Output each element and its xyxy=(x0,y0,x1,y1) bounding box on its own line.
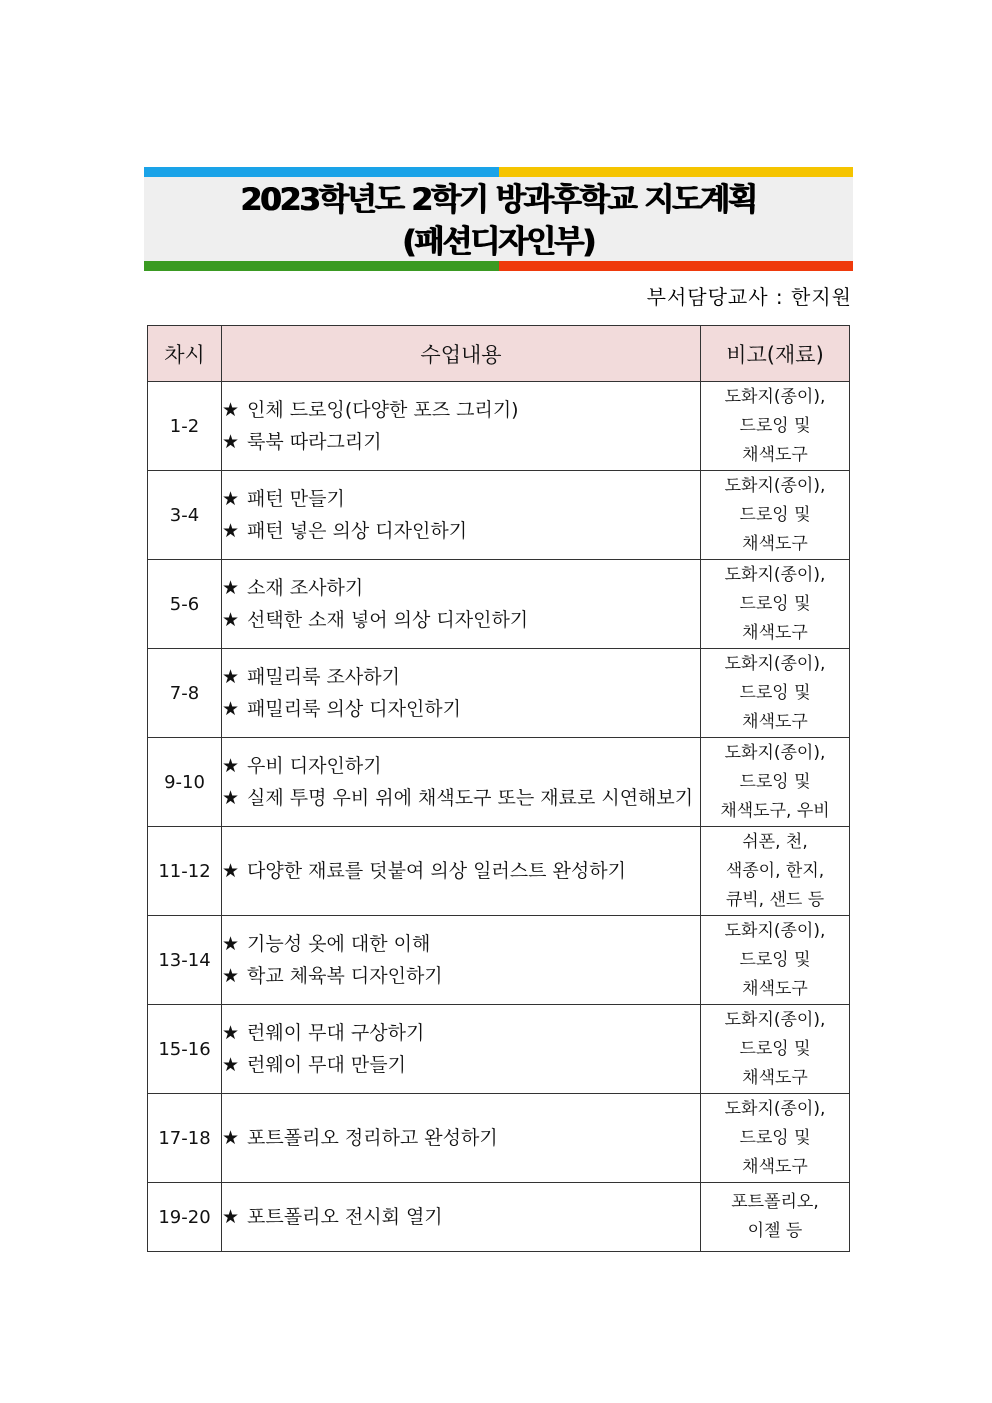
content-item xyxy=(222,750,700,782)
note-line: 도화지(종이), xyxy=(724,653,826,674)
note-line: 드로잉 및 xyxy=(739,1038,811,1059)
note-line: 도화지(종이), xyxy=(724,920,826,941)
content-text: 선택한 소재 넣어 의상 디자인하기 xyxy=(247,609,529,631)
star-icon: ★ xyxy=(222,755,240,777)
content-item xyxy=(222,426,700,458)
content-text: 런웨이 무대 구상하기 xyxy=(247,1022,425,1044)
note-cell xyxy=(701,1005,850,1094)
table-row xyxy=(148,560,850,649)
column-header-session: 차시 xyxy=(148,326,222,382)
session-cell: 9-10 xyxy=(148,738,222,827)
content-item xyxy=(222,1049,700,1081)
teacher-label: 부서담당교사 : 한지원 xyxy=(646,285,852,309)
banner-bar-top-left xyxy=(144,167,499,177)
content-item xyxy=(222,604,700,636)
content-item xyxy=(222,928,700,960)
content-cell xyxy=(222,560,701,649)
note-line: 큐빅, 샌드 등 xyxy=(725,889,825,910)
table-body xyxy=(148,382,850,1252)
content-item xyxy=(222,1122,700,1154)
table-row xyxy=(148,916,850,1005)
content-cell xyxy=(222,738,701,827)
content-item xyxy=(222,661,700,693)
note-cell xyxy=(701,827,850,916)
note-line: 채색도구 xyxy=(742,444,808,465)
content-cell xyxy=(222,382,701,471)
star-icon: ★ xyxy=(222,666,240,688)
note-line: 도화지(종이), xyxy=(724,386,826,407)
content-cell xyxy=(222,1005,701,1094)
content-text: 런웨이 무대 만들기 xyxy=(247,1054,406,1076)
star-icon: ★ xyxy=(222,1127,240,1149)
table-row xyxy=(148,1183,850,1252)
note-line: 채색도구, 우비 xyxy=(720,800,830,821)
note-cell xyxy=(701,1183,850,1252)
content-cell xyxy=(222,916,701,1005)
note-line: 도화지(종이), xyxy=(724,1098,826,1119)
note-cell xyxy=(701,1094,850,1183)
table-row xyxy=(148,649,850,738)
session-cell: 11-12 xyxy=(148,827,222,916)
content-text: 포트폴리오 전시회 열기 xyxy=(247,1206,443,1228)
star-icon: ★ xyxy=(222,520,240,542)
content-cell xyxy=(222,1094,701,1183)
plan-table xyxy=(147,325,850,1252)
note-line: 색종이, 한지, xyxy=(725,860,825,881)
content-cell xyxy=(222,1183,701,1252)
note-line: 포트폴리오, xyxy=(731,1192,819,1212)
star-icon: ★ xyxy=(222,609,240,631)
content-item xyxy=(222,782,700,814)
session-cell: 17-18 xyxy=(148,1094,222,1183)
session-cell: 19-20 xyxy=(148,1183,222,1252)
note-line: 도화지(종이), xyxy=(724,564,826,585)
table-row xyxy=(148,382,850,471)
content-text: 패밀리룩 조사하기 xyxy=(247,666,400,688)
note-cell xyxy=(701,649,850,738)
table-row xyxy=(148,471,850,560)
content-text: 인체 드로잉(다양한 포즈 그리기) xyxy=(247,399,519,421)
note-cell xyxy=(701,471,850,560)
note-line: 드로잉 및 xyxy=(739,593,811,614)
star-icon: ★ xyxy=(222,431,240,453)
title-line-1: 2023학년도 2학기 방과후학교 지도계획 xyxy=(240,182,757,218)
table-row xyxy=(148,738,850,827)
content-text: 다양한 재료를 덧붙여 의상 일러스트 완성하기 xyxy=(247,860,626,882)
content-text: 룩북 따라그리기 xyxy=(247,431,382,453)
note-line: 채색도구 xyxy=(742,1067,808,1088)
session-cell: 7-8 xyxy=(148,649,222,738)
title-line-2: (패션디자인부) xyxy=(402,224,595,260)
table-row xyxy=(148,1094,850,1183)
note-cell xyxy=(701,560,850,649)
session-cell: 5-6 xyxy=(148,560,222,649)
note-cell xyxy=(701,738,850,827)
content-item xyxy=(222,483,700,515)
note-line: 채색도구 xyxy=(742,1156,808,1177)
content-text: 패밀리룩 의상 디자인하기 xyxy=(247,698,462,720)
star-icon: ★ xyxy=(222,399,240,421)
star-icon: ★ xyxy=(222,965,240,987)
session-cell: 1-2 xyxy=(148,382,222,471)
content-item xyxy=(222,1017,700,1049)
title-banner xyxy=(144,167,853,271)
content-text: 학교 체육복 디자인하기 xyxy=(247,965,443,987)
star-icon: ★ xyxy=(222,1022,240,1044)
content-text: 소재 조사하기 xyxy=(247,577,364,599)
content-cell xyxy=(222,471,701,560)
note-cell xyxy=(701,382,850,471)
note-line: 도화지(종이), xyxy=(724,1009,826,1030)
star-icon: ★ xyxy=(222,577,240,599)
star-icon: ★ xyxy=(222,860,240,882)
note-line: 드로잉 및 xyxy=(739,504,811,525)
content-text: 패턴 넣은 의상 디자인하기 xyxy=(247,520,468,542)
note-line: 채색도구 xyxy=(742,711,808,732)
note-line: 채색도구 xyxy=(742,533,808,554)
content-cell xyxy=(222,649,701,738)
column-header-note: 비고(재료) xyxy=(701,326,850,382)
content-item xyxy=(222,693,700,725)
star-icon: ★ xyxy=(222,698,240,720)
note-line: 채색도구 xyxy=(742,978,808,999)
content-item xyxy=(222,855,700,887)
note-line: 쉬폰, 천, xyxy=(742,831,808,852)
page-title xyxy=(144,179,853,263)
table-row xyxy=(148,1005,850,1094)
note-line: 드로잉 및 xyxy=(739,771,811,792)
content-text: 패턴 만들기 xyxy=(247,488,345,510)
content-text: 우비 디자인하기 xyxy=(247,755,382,777)
session-cell: 3-4 xyxy=(148,471,222,560)
note-line: 도화지(종이), xyxy=(724,742,826,763)
note-line: 드로잉 및 xyxy=(739,682,811,703)
content-text: 포트폴리오 정리하고 완성하기 xyxy=(247,1127,498,1149)
star-icon: ★ xyxy=(222,1054,240,1076)
content-text: 실제 투명 우비 위에 채색도구 또는 재료로 시연해보기 xyxy=(247,787,694,809)
note-cell xyxy=(701,916,850,1005)
content-item xyxy=(222,960,700,992)
content-text: 기능성 옷에 대한 이해 xyxy=(247,933,431,955)
content-item xyxy=(222,572,700,604)
table-header-row xyxy=(148,326,850,382)
banner-bar-bottom-left xyxy=(144,261,499,271)
content-item xyxy=(222,1201,700,1233)
note-line: 도화지(종이), xyxy=(724,475,826,496)
star-icon: ★ xyxy=(222,787,240,809)
note-line: 이젤 등 xyxy=(747,1221,803,1241)
banner-bar-top-right xyxy=(499,167,853,177)
note-line: 채색도구 xyxy=(742,622,808,643)
content-cell xyxy=(222,827,701,916)
session-cell: 15-16 xyxy=(148,1005,222,1094)
session-cell: 13-14 xyxy=(148,916,222,1005)
table-row xyxy=(148,827,850,916)
star-icon: ★ xyxy=(222,488,240,510)
column-header-content: 수업내용 xyxy=(222,326,701,382)
banner-bar-bottom-right xyxy=(499,261,853,271)
star-icon: ★ xyxy=(222,933,240,955)
note-line: 드로잉 및 xyxy=(739,949,811,970)
star-icon: ★ xyxy=(222,1206,240,1228)
note-line: 드로잉 및 xyxy=(739,1127,811,1148)
content-item xyxy=(222,394,700,426)
note-line: 드로잉 및 xyxy=(739,415,811,436)
content-item xyxy=(222,515,700,547)
